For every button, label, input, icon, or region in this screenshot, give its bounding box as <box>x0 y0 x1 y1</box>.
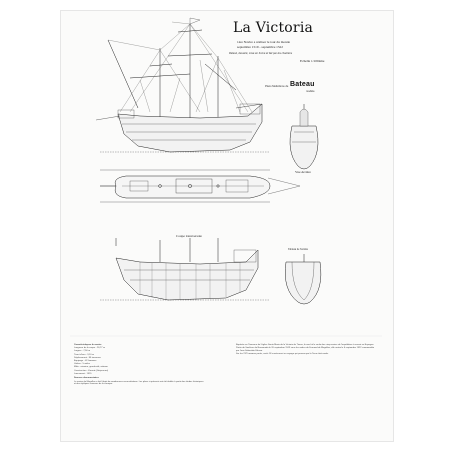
notes-left-line: Mâts : misaine, grand-mât, artimon <box>74 366 108 369</box>
notes-left-line: Longueur de la coque : 26,77 m <box>74 347 105 350</box>
magazine-brand: Bateau <box>290 81 315 88</box>
notes-left-line: Largeur : 7,50 m <box>74 350 91 353</box>
notes-right-column <box>236 344 376 356</box>
notes-left-heading: Caractéristiques du navire <box>74 344 102 346</box>
notes-right-paragraph-3: Sur les 237 hommes partis, seuls 18 survécurent au voyage qui prouva que la Terre était ronde. <box>236 353 329 356</box>
notes-right-paragraph-1: Baptisée en l'honneur de l'église Santa Maria de la Victoria de Triana, la nao fut la seule des cinq navires de l'expédition à revenir en Espagne. <box>236 344 375 346</box>
plan-subtitle-1: 1ère Navire a réaliser le tour du monde <box>237 40 291 44</box>
notes-left-column <box>74 344 204 387</box>
notes-right-paragraph-2: Partie de Sanlúcar de Barrameda le 20 septembre 1519 sous les ordres de Fernand de Magellan, elle rentra le 6 septembre 1522 commandée par Juan Sebastián Elcano. <box>236 347 375 352</box>
plan-title: La Victoria <box>233 20 314 36</box>
stern-view-drawing <box>290 104 318 169</box>
deck-plan-drawing <box>100 170 300 202</box>
notes-left-line: Tirant d'eau : 3,10 m <box>74 353 94 356</box>
internal-profile-drawing <box>100 238 270 300</box>
stern-section-drawing <box>285 254 321 304</box>
plan-subtitle-3: Relevé, dessiné, mise en forme et fait par les chantiers <box>229 52 293 55</box>
label-coupe-transversale: Coupe transversale <box>176 234 202 238</box>
magazine-suffix: modèle <box>306 90 315 93</box>
label-tableau: Tableau de l'arrière <box>288 248 308 251</box>
magazine-prefix: Plans Modélisme de <box>265 85 289 88</box>
notes-left-paragraph: Le navire de Magellan a fait l'objet de nombreuses reconstitutions. Les plans ci-présents ont été établis à partir des études historiques et des répliques connues de la caraque. <box>74 380 204 386</box>
notes-left-line: Equipage : 42 hommes <box>74 359 97 362</box>
notes-left-line: Voilure : 5 voiles <box>74 363 90 366</box>
notes-left-line: Déplacement : 85 tonneaux <box>74 356 101 359</box>
notes-left-line: Lancement : 1515 <box>74 372 92 375</box>
notes-left-heading-2: Sources documentaires <box>74 377 99 380</box>
plan-subtitle-2: septembre 1519 - septembre 1522 <box>237 45 283 49</box>
notes-left-line: Construction : Zarautz (Guipuzcoa) <box>74 369 109 372</box>
side-elevation-drawing <box>96 18 270 152</box>
scale-label: Echelle 1/100ème <box>300 59 325 63</box>
label-vue-arriere: Vue Arrière <box>295 170 311 174</box>
